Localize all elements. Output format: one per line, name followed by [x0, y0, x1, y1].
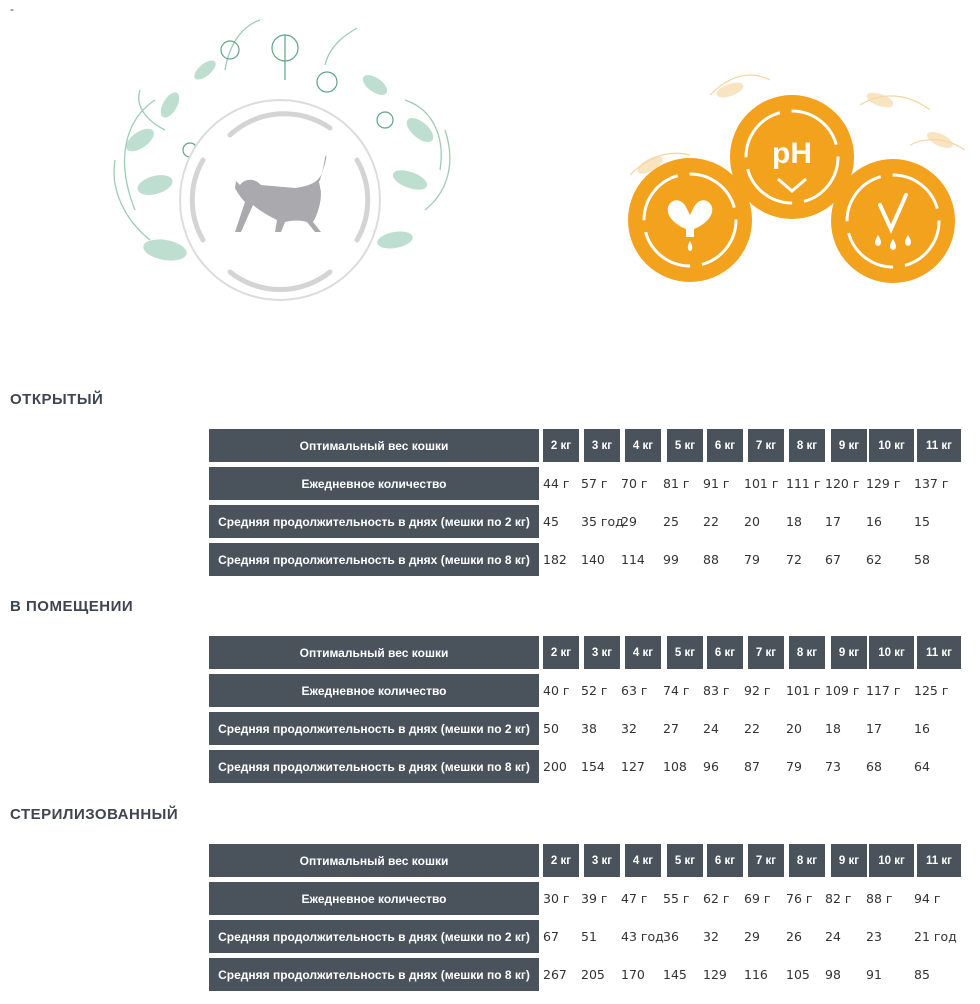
value-cell: 39 г [581, 891, 608, 906]
value-cell: 22 [703, 514, 719, 529]
svg-text:pH: pH [772, 137, 812, 170]
row-label: Средняя продолжительность в днях (мешки по 8 кг) [209, 958, 539, 991]
value-cell: 129 [703, 967, 727, 982]
value-cell: 99 [663, 552, 679, 567]
value-cell: 30 г [543, 891, 570, 906]
weight-header-cell: 3 кг [584, 429, 620, 462]
value-cell: 50 [543, 721, 559, 736]
value-cell: 88 [703, 552, 719, 567]
daily-amount-row [209, 465, 961, 503]
weight-header-cell: 4 кг [625, 844, 661, 877]
value-cell: 105 [786, 967, 810, 982]
value-cell: 73 [825, 759, 841, 774]
value-cell: 145 [663, 967, 687, 982]
row-label: Ежедневное количество [209, 674, 539, 707]
section-title-indoor: В ПОМЕЩЕНИИ [10, 598, 134, 615]
value-cell: 81 г [663, 476, 690, 491]
value-cell: 200 [543, 759, 567, 774]
value-cell: 94 г [914, 891, 941, 906]
weight-header-cell: 3 кг [584, 636, 620, 669]
weight-header-cell: 8 кг [789, 844, 825, 877]
value-cell: 170 [621, 967, 645, 982]
water-drops-check-icon [831, 159, 955, 283]
value-cell: 51 [581, 929, 597, 944]
weight-header-cell: 3 кг [584, 844, 620, 877]
weight-row [209, 427, 961, 465]
value-cell: 64 [914, 759, 930, 774]
feeding-table-sterilized [209, 842, 961, 994]
weight-header-cell: 10 кг [869, 636, 914, 669]
value-cell: 91 г [703, 476, 730, 491]
weight-header-cell: 6 кг [707, 429, 743, 462]
row-label: Средняя продолжительность в днях (мешки по 2 кг) [209, 920, 539, 953]
value-cell: 26 [786, 929, 802, 944]
weight-header-cell: 5 кг [667, 844, 703, 877]
value-cell: 88 г [866, 891, 893, 906]
row-label: Средняя продолжительность в днях (мешки по 2 кг) [209, 712, 539, 745]
value-cell: 43 год [621, 929, 664, 944]
value-cell: 92 г [744, 683, 771, 698]
value-cell: 87 [744, 759, 760, 774]
value-cell: 40 г [543, 683, 570, 698]
value-cell: 47 г [621, 891, 648, 906]
value-cell: 32 [621, 721, 637, 736]
weight-header-cell: 6 кг [707, 636, 743, 669]
value-cell: 16 [914, 721, 930, 736]
value-cell: 267 [543, 967, 567, 982]
duration-8kg-row [209, 541, 961, 579]
feeding-table-indoor [209, 634, 961, 786]
value-cell: 101 г [786, 683, 821, 698]
stray-dash: - [10, 2, 14, 16]
weight-header-cell: 4 кг [625, 636, 661, 669]
value-cell: 101 г [744, 476, 779, 491]
weight-header-cell: 2 кг [543, 429, 579, 462]
value-cell: 22 [744, 721, 760, 736]
weight-row [209, 634, 961, 672]
value-cell: 137 г [914, 476, 949, 491]
row-label: Оптимальный вес кошки [209, 844, 539, 877]
value-cell: 120 г [825, 476, 860, 491]
value-cell: 23 [866, 929, 882, 944]
value-cell: 18 [786, 514, 802, 529]
weight-header-cell: 5 кг [667, 636, 703, 669]
value-cell: 69 г [744, 891, 771, 906]
value-cell: 67 [825, 552, 841, 567]
value-cell: 140 [581, 552, 605, 567]
value-cell: 182 [543, 552, 567, 567]
value-cell: 35 год [581, 514, 624, 529]
row-label: Средняя продолжительность в днях (мешки по 8 кг) [209, 750, 539, 783]
value-cell: 70 г [621, 476, 648, 491]
weight-header-cell: 6 кг [707, 844, 743, 877]
weight-header-cell: 2 кг [543, 844, 579, 877]
value-cell: 32 [703, 929, 719, 944]
weight-header-cell: 7 кг [748, 844, 784, 877]
value-cell: 62 [866, 552, 882, 567]
value-cell: 72 [786, 552, 802, 567]
value-cell: 91 [866, 967, 882, 982]
weight-header-cell: 8 кг [789, 429, 825, 462]
value-cell: 79 [744, 552, 760, 567]
value-cell: 79 [786, 759, 802, 774]
weight-header-cell: 2 кг [543, 636, 579, 669]
value-cell: 55 г [663, 891, 690, 906]
row-label: Оптимальный вес кошки [209, 429, 539, 462]
duration-2kg-row [209, 710, 961, 748]
value-cell: 74 г [663, 683, 690, 698]
duration-8kg-row [209, 956, 961, 994]
value-cell: 111 г [786, 476, 821, 491]
value-cell: 205 [581, 967, 605, 982]
weight-header-cell: 4 кг [625, 429, 661, 462]
value-cell: 129 г [866, 476, 901, 491]
value-cell: 25 [663, 514, 679, 529]
feeding-table-outdoor [209, 427, 961, 579]
value-cell: 114 [621, 552, 645, 567]
value-cell: 109 г [825, 683, 860, 698]
value-cell: 67 [543, 929, 559, 944]
value-cell: 154 [581, 759, 605, 774]
row-label: Средняя продолжительность в днях (мешки по 2 кг) [209, 505, 539, 538]
weight-header-cell: 11 кг [917, 844, 961, 877]
value-cell: 52 г [581, 683, 608, 698]
value-cell: 38 [581, 721, 597, 736]
value-cell: 127 [621, 759, 645, 774]
value-cell: 58 [914, 552, 930, 567]
weight-header-cell: 8 кг [789, 636, 825, 669]
value-cell: 85 [914, 967, 930, 982]
weight-row [209, 842, 961, 880]
value-cell: 29 [744, 929, 760, 944]
value-cell: 20 [786, 721, 802, 736]
value-cell: 44 г [543, 476, 570, 491]
row-label: Средняя продолжительность в днях (мешки по 8 кг) [209, 543, 539, 576]
weight-header-cell: 9 кг [831, 636, 867, 669]
value-cell: 16 [866, 514, 882, 529]
value-cell: 18 [825, 721, 841, 736]
value-cell: 116 [744, 967, 768, 982]
weight-header-cell: 11 кг [917, 429, 961, 462]
weight-header-cell: 9 кг [831, 429, 867, 462]
cat-in-herbal-wreath-icon [95, 10, 475, 310]
value-cell: 82 г [825, 891, 852, 906]
value-cell: 98 [825, 967, 841, 982]
value-cell: 29 [621, 514, 637, 529]
value-cell: 15 [914, 514, 930, 529]
value-cell: 21 год [914, 929, 957, 944]
duration-8kg-row [209, 748, 961, 786]
weight-header-cell: 9 кг [831, 844, 867, 877]
value-cell: 24 [703, 721, 719, 736]
value-cell: 125 г [914, 683, 949, 698]
benefits-badges-icon [610, 55, 970, 295]
value-cell: 17 [825, 514, 841, 529]
daily-amount-row [209, 880, 961, 918]
section-title-outdoor: ОТКРЫТЫЙ [10, 391, 104, 408]
weight-header-cell: 7 кг [748, 429, 784, 462]
weight-header-cell: 7 кг [748, 636, 784, 669]
value-cell: 20 [744, 514, 760, 529]
value-cell: 62 г [703, 891, 730, 906]
value-cell: 27 [663, 721, 679, 736]
row-label: Оптимальный вес кошки [209, 636, 539, 669]
value-cell: 45 [543, 514, 559, 529]
value-cell: 83 г [703, 683, 730, 698]
value-cell: 57 г [581, 476, 608, 491]
weight-header-cell: 11 кг [917, 636, 961, 669]
value-cell: 108 [663, 759, 687, 774]
weight-header-cell: 5 кг [667, 429, 703, 462]
section-title-sterilized: СТЕРИЛИЗОВАННЫЙ [10, 806, 179, 823]
daily-amount-row [209, 672, 961, 710]
row-label: Ежедневное количество [209, 467, 539, 500]
value-cell: 96 [703, 759, 719, 774]
duration-2kg-row [209, 503, 961, 541]
weight-header-cell: 10 кг [869, 429, 914, 462]
weight-header-cell: 10 кг [869, 844, 914, 877]
value-cell: 17 [866, 721, 882, 736]
row-label: Ежедневное количество [209, 882, 539, 915]
value-cell: 63 г [621, 683, 648, 698]
value-cell: 36 [663, 929, 679, 944]
value-cell: 24 [825, 929, 841, 944]
duration-2kg-row [209, 918, 961, 956]
value-cell: 68 [866, 759, 882, 774]
value-cell: 76 г [786, 891, 813, 906]
value-cell: 117 г [866, 683, 901, 698]
